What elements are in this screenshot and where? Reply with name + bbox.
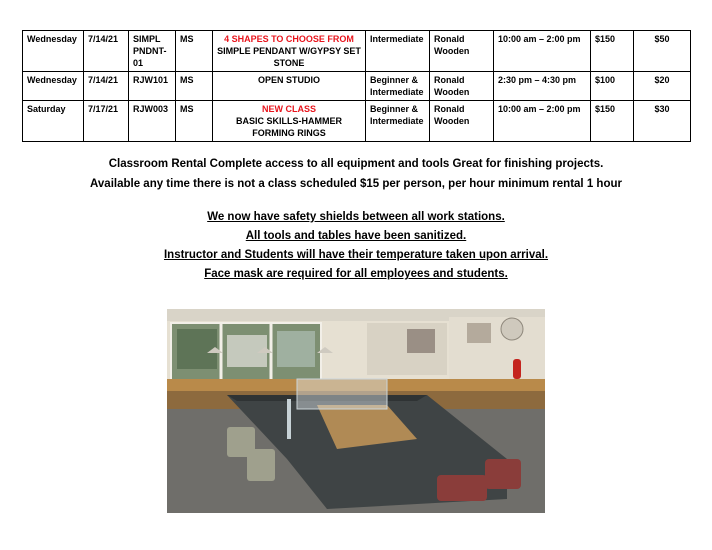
day-cell: Wednesday <box>23 31 84 72</box>
day-cell: Wednesday <box>23 72 84 101</box>
class-title: OPEN STUDIO <box>257 75 320 85</box>
class-title: SIMPLE PENDANT W/GYPSY SET STONE <box>217 46 361 68</box>
instructor-cell: Ronald Wooden <box>430 31 494 72</box>
level-cell: Intermediate <box>366 31 430 72</box>
class-schedule-table <box>22 30 691 142</box>
materials-cell: $30 <box>634 101 691 142</box>
class-cell <box>213 72 366 101</box>
instructor-cell: Ronald Wooden <box>430 72 494 101</box>
class-cell <box>213 31 366 72</box>
code-cell: RJW101 <box>129 72 176 101</box>
safety-line: Instructor and Students will have their temperature taken upon arrival. <box>163 249 549 261</box>
table-row <box>23 31 691 72</box>
code-cell: SIMPL PNDNT-01 <box>129 31 176 72</box>
location-cell: MS <box>176 101 213 142</box>
location-cell: MS <box>176 72 213 101</box>
table-row <box>23 72 691 101</box>
class-title: BASIC SKILLS-HAMMER FORMING RINGS <box>236 116 342 138</box>
time-cell: 2:30 pm – 4:30 pm <box>494 72 591 101</box>
time-cell: 10:00 am – 2:00 pm <box>494 101 591 142</box>
safety-line: We now have safety shields between all work stations. <box>207 211 505 223</box>
class-cell <box>213 101 366 142</box>
date-cell: 7/14/21 <box>84 31 129 72</box>
instructor-cell: Ronald Wooden <box>430 101 494 142</box>
location-cell: MS <box>176 31 213 72</box>
safety-notice <box>0 208 712 284</box>
class-highlight: NEW CLASS <box>262 104 316 114</box>
safety-line: All tools and tables have been sanitized. <box>245 230 467 242</box>
fee-cell: $100 <box>591 72 634 101</box>
code-cell: RJW003 <box>129 101 176 142</box>
table-row <box>23 101 691 142</box>
fee-cell: $150 <box>591 101 634 142</box>
safety-line: Face mask are required for all employees and students. <box>204 268 508 280</box>
materials-cell: $20 <box>634 72 691 101</box>
level-cell: Beginner & Intermediate <box>366 101 430 142</box>
time-cell: 10:00 am – 2:00 pm <box>494 31 591 72</box>
materials-cell: $50 <box>634 31 691 72</box>
rental-info <box>0 154 712 194</box>
rental-line: Available any time there is not a class scheduled $15 per person, per hour minimum rental 1 hour <box>90 178 622 190</box>
class-highlight: 4 SHAPES TO CHOOSE FROM <box>224 34 354 44</box>
rental-line: Classroom Rental Complete access to all equipment and tools Great for finishing projects. <box>108 158 604 170</box>
level-cell: Beginner & Intermediate <box>366 72 430 101</box>
day-cell: Saturday <box>23 101 84 142</box>
date-cell: 7/14/21 <box>84 72 129 101</box>
date-cell: 7/17/21 <box>84 101 129 142</box>
classroom-photo <box>167 309 545 513</box>
fee-cell: $150 <box>591 31 634 72</box>
